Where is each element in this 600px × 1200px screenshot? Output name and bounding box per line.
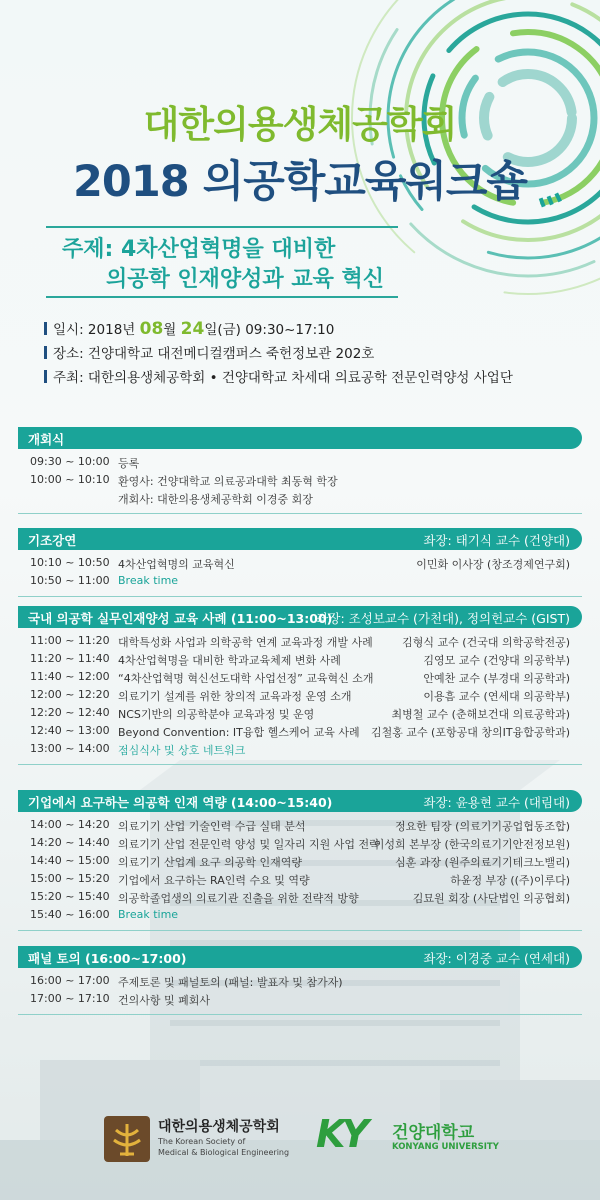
schedule-row — [0, 704, 600, 722]
schedule-row — [0, 740, 600, 758]
schedule-row — [0, 906, 600, 924]
section-header — [18, 606, 582, 628]
section-chair: 좌장: 윤용현 교수 (대림대) — [423, 795, 570, 810]
section-divider — [18, 596, 582, 597]
row-program: 4차산업혁명을 대비한 학과교육체제 변화 사례 — [118, 654, 341, 667]
schedule-row — [0, 668, 600, 686]
row-program: 의료기기 설계를 위한 창의적 교육과정 운영 소개 — [118, 690, 352, 703]
row-speaker: 이용흠 교수 (연세대 의공학부) — [423, 690, 570, 703]
row-time: 17:00 ~ 17:10 — [30, 992, 110, 1005]
section-chair: 좌장: 조성보교수 (가천대), 정의헌교수 (GIST) — [316, 611, 570, 626]
row-program: 대학특성화 사업과 의학공학 연계 교육과정 개발 사례 — [118, 636, 373, 649]
workshop-title: 2018 의공학교육워크숍 — [73, 157, 527, 207]
schedule-row — [0, 554, 600, 572]
row-speaker: 심훈 과장 (원주의료기기테크노밸리) — [395, 856, 570, 869]
schedule-row — [0, 972, 600, 990]
row-program: 의공학졸업생의 의료기관 진출을 위한 전략적 방향 — [118, 892, 359, 905]
row-program: 건의사항 및 폐회사 — [118, 994, 211, 1007]
schedule-row — [0, 834, 600, 852]
schedule-row — [0, 852, 600, 870]
date-rest: 일(금) 09:30~17:10 — [204, 322, 335, 338]
schedule-row — [0, 489, 600, 507]
row-time: 10:10 ~ 10:50 — [30, 556, 110, 569]
row-program: 4차산업혁명의 교육혁신 — [118, 558, 235, 571]
row-time: 10:00 ~ 10:10 — [30, 473, 110, 486]
kosombe-en-2: Medical & Biological Engineering — [158, 1148, 290, 1157]
schedule-row — [0, 870, 600, 888]
schedule-row — [0, 722, 600, 740]
theme-bottom-rule — [46, 296, 398, 298]
schedule-row — [0, 650, 600, 668]
kosombe-name: 대한의용생체공학회 — [158, 1119, 280, 1135]
row-time: 14:00 ~ 14:20 — [30, 818, 110, 831]
row-program: Beyond Convention: IT융합 헬스케어 교육 사례 — [118, 726, 360, 739]
row-time: 12:20 ~ 12:40 — [30, 706, 110, 719]
section-divider — [18, 1014, 582, 1015]
date-month: 08 — [139, 319, 164, 339]
row-program: 환영사: 건양대학교 의료공과대학 최동혁 학장 — [118, 475, 338, 488]
bullet-bar — [44, 346, 47, 359]
row-speaker: 최병철 교수 (춘해보건대 의료공학과) — [391, 708, 570, 721]
section-title: 국내 의공학 실무인재양성 교육 사례 (11:00~13:00) — [28, 611, 333, 626]
row-speaker: 김영모 교수 (건양대 의공학부) — [423, 654, 570, 667]
konyang-name: 건양대학교 — [392, 1123, 475, 1143]
row-speaker: 하윤정 부장 ((주)이루다) — [450, 874, 570, 887]
section-title: 패널 토의 (16:00~17:00) — [28, 951, 187, 966]
info-venue — [44, 342, 374, 362]
row-time: 16:00 ~ 17:00 — [30, 974, 110, 987]
section-title: 개회식 — [28, 432, 65, 447]
row-program: 의료기기 산업 기술인력 수급 실태 분석 — [118, 820, 306, 833]
bullet-bar — [44, 370, 47, 383]
section-divider — [18, 513, 582, 514]
schedule-row — [0, 816, 600, 834]
bullet-bar — [44, 322, 47, 335]
row-speaker: 이민화 이사장 (창조경제연구회) — [416, 558, 570, 571]
footer-logos — [0, 1110, 600, 1170]
section-header — [18, 790, 582, 812]
konyang-en: KONYANG UNIVERSITY — [392, 1142, 499, 1152]
section-chair: 좌장: 이경중 교수 (연세대) — [423, 951, 570, 966]
row-program: 점심식사 및 상호 네트워크 — [118, 744, 246, 757]
schedule-row — [0, 632, 600, 650]
row-program: NCS기반의 의공학분야 교육과정 및 운영 — [118, 708, 315, 721]
row-program: “4차산업혁명 혁신선도대학 사업선정” 교육혁신 소개 — [118, 672, 374, 685]
section-header — [18, 528, 582, 550]
row-time: 14:20 ~ 14:40 — [30, 836, 110, 849]
info-date — [44, 318, 334, 339]
org-title: 대한의용생체공학회 — [143, 103, 457, 146]
section-title: 기업에서 요구하는 의공학 인재 역량 (14:00~15:40) — [28, 795, 333, 810]
schedule-row — [0, 686, 600, 704]
row-program: 기업에서 요구하는 RA인력 수요 및 역량 — [118, 874, 310, 887]
row-time: 12:40 ~ 13:00 — [30, 724, 110, 737]
date-day: 24 — [180, 319, 205, 339]
row-time: 09:30 ~ 10:00 — [30, 455, 110, 468]
row-time: 12:00 ~ 12:20 — [30, 688, 110, 701]
section-header — [18, 946, 582, 968]
row-program: Break time — [118, 908, 179, 921]
section-title: 기조강연 — [28, 533, 77, 548]
row-time: 14:40 ~ 15:00 — [30, 854, 110, 867]
row-speaker: 김철홍 교수 (포항공대 창의IT융합공학과) — [370, 726, 570, 739]
row-time: 11:00 ~ 11:20 — [30, 634, 110, 647]
row-program: 의료기기 산업계 요구 의공학 인재역량 — [118, 856, 303, 869]
schedule-row — [0, 453, 600, 471]
theme-line-2: 의공학 인재양성과 교육 혁신 — [106, 267, 385, 292]
venue-text: 장소: 건양대학교 대전메디컬캠퍼스 죽헌정보관 202호 — [53, 346, 375, 362]
row-program: 의료기기 산업 전문인력 양성 및 일자리 지원 사업 전략 — [118, 838, 380, 851]
row-time: 11:40 ~ 12:00 — [30, 670, 110, 683]
row-program: 등록 — [118, 457, 140, 470]
row-time: 15:20 ~ 15:40 — [30, 890, 110, 903]
row-time: 15:40 ~ 16:00 — [30, 908, 110, 921]
schedule-row — [0, 572, 600, 590]
schedule-row — [0, 990, 600, 1008]
row-time: 15:00 ~ 15:20 — [30, 872, 110, 885]
schedule-row — [0, 888, 600, 906]
date-month-unit: 월 — [163, 322, 181, 338]
row-speaker: 이성희 본부장 (한국의료기기안전정보원) — [373, 838, 570, 851]
row-time: 11:20 ~ 11:40 — [30, 652, 110, 665]
row-program: 개회사: 대한의용생체공학회 이경중 회장 — [118, 493, 313, 506]
konyang-logo-icon: KY — [316, 1112, 365, 1156]
theme-top-rule — [46, 226, 398, 228]
theme-line-1: 주제: 4차산업혁명을 대비한 — [62, 237, 336, 262]
row-speaker: 정요한 팀장 (의료기기공업협동조합) — [395, 820, 570, 833]
schedule-row — [0, 471, 600, 489]
row-speaker: 김형식 교수 (건국대 의학공학전공) — [402, 636, 570, 649]
section-divider — [18, 930, 582, 931]
kosombe-logo-icon — [104, 1116, 150, 1162]
row-speaker: 김묘원 회장 (사단법인 의공협회) — [412, 892, 570, 905]
kosombe-en-1: The Korean Society of — [158, 1137, 246, 1146]
info-host — [44, 366, 513, 386]
row-time: 10:50 ~ 11:00 — [30, 574, 110, 587]
row-program: 주제토론 및 패널토의 (패널: 발표자 및 참가자) — [118, 976, 343, 989]
row-speaker: 안예찬 교수 (부경대 의공학과) — [423, 672, 570, 685]
row-program: Break time — [118, 574, 179, 587]
host-text: 주최: 대한의용생체공학회 • 건양대학교 차세대 의료공학 전문인력양성 사업단 — [53, 370, 513, 386]
row-time: 13:00 ~ 14:00 — [30, 742, 110, 755]
section-chair: 좌장: 태기식 교수 (건양대) — [423, 533, 570, 548]
section-divider — [18, 764, 582, 765]
date-label: 일시: 2018년 — [53, 322, 140, 338]
section-header — [18, 427, 582, 449]
